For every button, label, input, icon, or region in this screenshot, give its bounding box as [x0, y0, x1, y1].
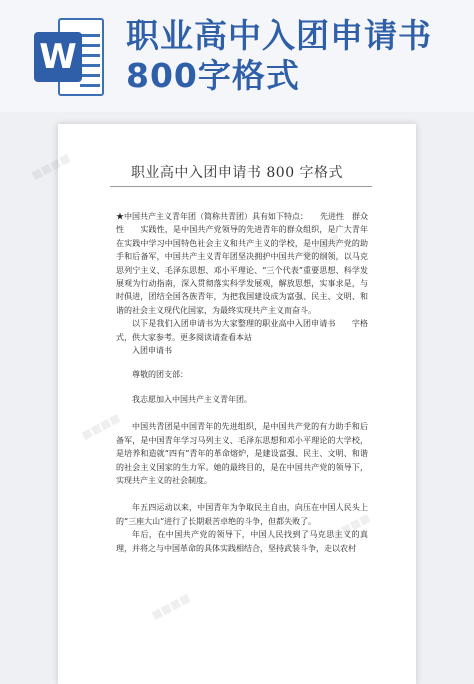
watermark-overlay: ■■■■ [29, 151, 73, 182]
paragraph-league-intro: 中国共青团是中国青年的先进组织，是中国共产党的有力助手和后备军，是中国青年学习马列主义、毛泽东思想和邓小平理论的大学校，是培养和造就“四有”青年的革命熔炉，是建设富强、民主、文明、和谐的社会主义国家的生力军。她的最终目的，是在中国共产党的领导下，实现共产主义的社会制度。 [116, 422, 368, 485]
document-title: 职业高中入团申请书 800 字格式 [130, 165, 344, 181]
word-letter-badge: W [34, 32, 82, 82]
header-banner [0, 0, 474, 112]
paragraph-statement: 我志愿加入中国共产主义青年团。 [132, 394, 252, 404]
paragraph-history-1: 年五四运动以来，中国青年为争取民主自由，向压在中国人民头上的“三座大山”进行了长期艰苦卓绝的斗争，但都失败了。 [116, 503, 368, 526]
title-divider [110, 186, 372, 187]
document-body [116, 210, 368, 555]
paragraph-note: 以下是我们入团申请书为大家整理的职业高中入团申请书 字格式，供大家参考。更多阅读请查看本站 [116, 319, 368, 342]
paragraph-salutation: 尊敬的团支部： [132, 370, 188, 380]
paragraph-heading: 入团申请书 [132, 346, 172, 356]
document-page [58, 124, 416, 684]
word-doc-icon [34, 18, 108, 96]
banner-title: 职业高中入团申请书800字格式 [126, 16, 432, 95]
paragraph-history-2: 年后，在中国共产党的领导下，中国人民找到了马克思主义的真理，并将之与中国革命的具体实践相结合，坚持武装斗争，走以农村 [116, 530, 368, 553]
paragraph-intro: ★中国共产主义青年团（简称共青团）具有如下特点： 先进性 群众性 实践性，是中国共产党领导的先进青年的群众组织，是广大青年在实践中学习中国特色社会主义和共产主义的学校，是中国共产党的助手和后备军，中国共产主义青年团坚决拥护中国共产党的纲领，以马克思列宁主义、毛泽东思想、邓小平理论、“三个代表”重要思想、科学发展观为行动指南，深入贯彻落实科学发展观，解放思想，实事求是，与时俱进，团结全国各族青年，为把我国建设成为富强、民主、文明、和谐的社会主义现代化国家，为最终实现共产主义而奋斗。 [116, 212, 368, 315]
